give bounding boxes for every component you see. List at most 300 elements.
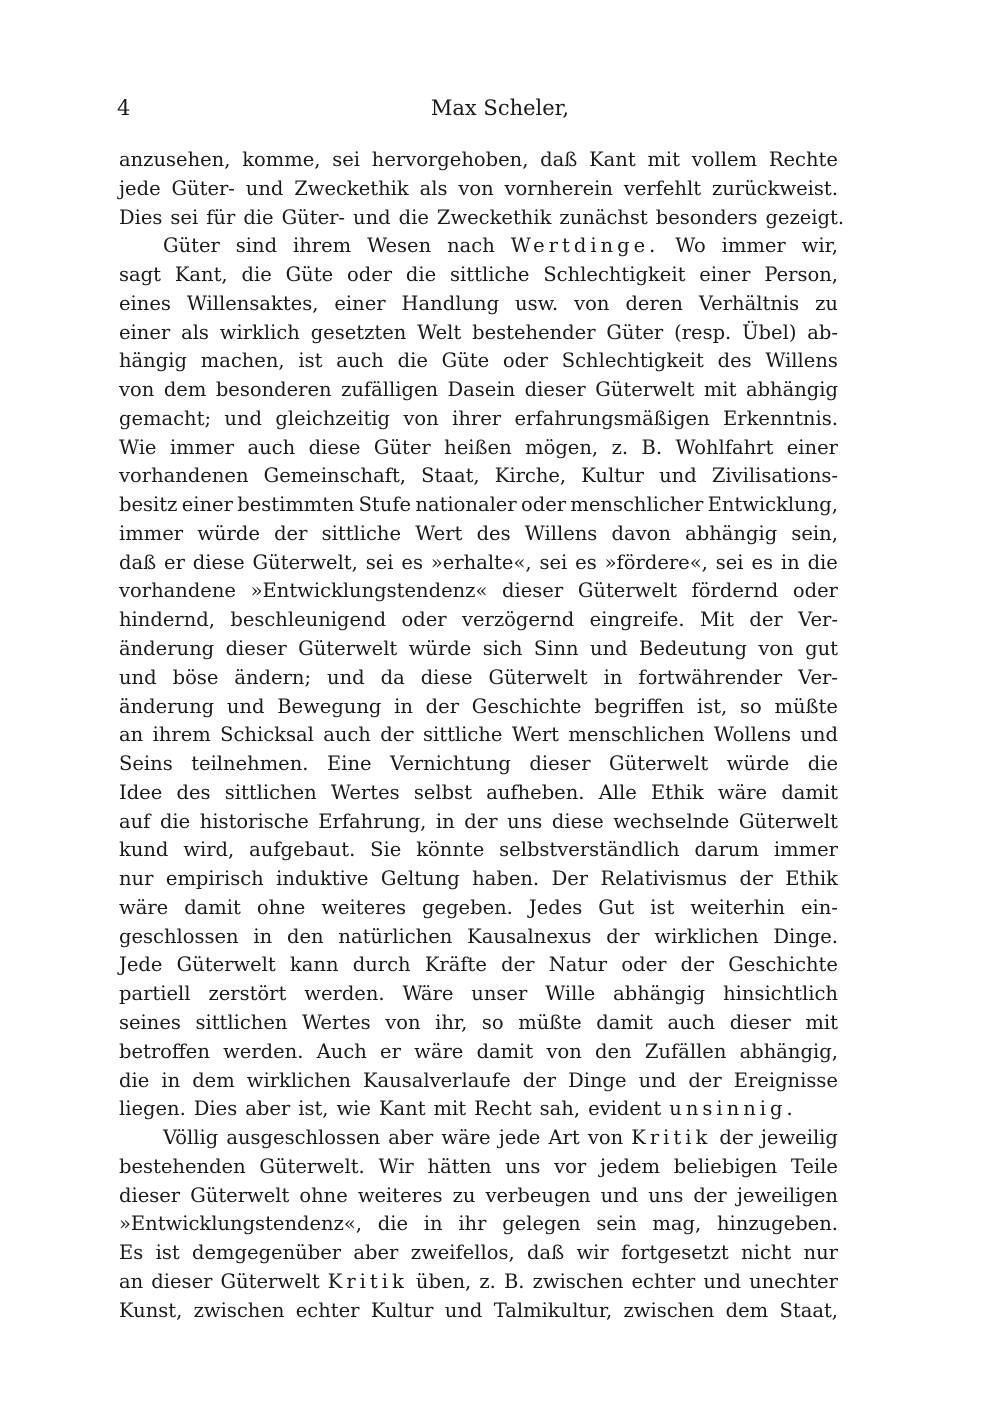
word: Gemeinschaft, [263,464,406,488]
word: echter [295,1298,360,1322]
word: Güterwelt [176,953,276,977]
word: kann [289,953,339,977]
word: in [423,1212,443,1236]
word: damit [596,1010,653,1034]
text-line [119,491,838,520]
word: dieser [524,378,586,402]
word: auch [667,1010,716,1034]
text-line [119,1095,838,1124]
text-line [119,577,838,606]
word: und [444,1298,483,1322]
word: Wertes [301,1010,371,1034]
word: oder [792,579,838,603]
word: zufälligen [341,378,439,402]
word: Ethik [785,867,838,891]
word: gezeigt. [765,205,845,229]
word: Bedeutung [639,637,747,661]
word: den [595,1039,632,1063]
word: es [401,550,423,574]
word: Wie [119,435,157,459]
word: Willens [524,521,598,545]
word: weiteres [321,895,407,919]
text-line [119,865,838,894]
word: diese [420,665,473,689]
word: oder [621,953,667,977]
word: dieser [502,579,564,603]
word: einer [786,435,838,459]
word: Kirche, [494,464,567,488]
word: jede [119,176,161,200]
word: Ver- [798,608,838,632]
word: sein, [791,521,838,545]
word: anzusehen, [119,148,231,171]
word: Güterwelt [595,378,695,402]
text-line [119,923,838,952]
word: abhängig [613,982,706,1006]
word: besitz [119,493,178,517]
word: wäre [119,895,169,919]
word: dieser [225,637,287,661]
text-line [119,980,838,1009]
word: sei [170,205,199,229]
word: machen, [200,349,285,373]
word: zu [452,1183,476,1207]
word: Stufe [358,493,412,517]
word: zwischen [193,1298,285,1322]
word: B. [641,435,663,459]
text-line [119,376,838,405]
word: mit [647,148,681,171]
word: dieser [119,1183,181,1207]
word: er [380,1039,401,1063]
word: den [287,924,324,948]
word: demgegenüber [192,1241,342,1265]
text-line [119,808,838,837]
word: hinzugeben. [716,1212,838,1236]
text-line [119,664,838,693]
word: eines [119,291,171,315]
word: echter [631,1269,696,1293]
word: nach [447,234,495,258]
text-line [119,951,838,980]
word: bestimmten [237,493,355,517]
word: uns [507,809,543,833]
word: vornherein [504,176,613,200]
word: sein [596,1212,637,1236]
page-number: 4 [117,96,131,120]
word: Kultur [370,1298,434,1322]
word: ändern; [234,665,312,689]
word: Kant [589,148,636,171]
word: Kräfte [424,953,487,977]
word: gleichzeitig [275,406,391,430]
word: vor [554,1154,587,1178]
word: sittliche [423,723,503,747]
word: des [717,349,752,373]
word: Güte [285,263,334,287]
word: »erhalte«, [430,550,532,574]
word: in [780,550,800,574]
word: zu [815,291,838,315]
word: Schlechtigkeit [561,349,704,373]
word: Idee [119,780,163,804]
word: mögen, [525,435,599,459]
text-line [119,405,838,434]
text-line [119,290,838,319]
text-line [119,462,838,491]
word: in [161,1068,181,1092]
word: oder [346,263,393,287]
word: mag, [652,1212,702,1236]
word: Kausalverlaufe [362,1068,511,1092]
word: Mit [699,608,734,632]
word: nationaler [415,493,517,517]
word: und [638,1068,677,1092]
word: besonders [655,205,758,229]
word: es [575,550,597,574]
word: als [419,176,448,200]
word: würde [408,637,472,661]
word: würde [726,752,790,776]
word: und [600,1183,639,1207]
word: auch [247,435,296,459]
word: teilnehmen. [191,752,309,776]
word: vollem [691,148,758,171]
word: Güterwelt [298,637,398,661]
word: könnte [416,838,485,862]
word: daß [119,550,157,574]
word: gesetzten [310,320,407,344]
word: ohne [299,1183,348,1207]
word: davon [611,521,671,545]
word: böse [172,665,219,689]
word: nur [803,1241,838,1265]
word: dieser [151,1269,213,1293]
text-line [119,1067,838,1096]
word: an [119,1269,144,1293]
word: der [693,1183,727,1207]
word: und [245,176,284,200]
word: immer [773,838,838,862]
word: und [353,205,391,229]
word: verbeugen [485,1183,591,1207]
word: Wert [415,521,463,545]
word: der [380,723,414,747]
word: Alle [598,780,637,804]
word: Wertdinge. [510,234,660,258]
word: daß [540,148,578,171]
text-line [119,1009,838,1038]
word: so [481,1010,504,1034]
word: Übel) [742,320,797,344]
word: eingreife. [589,608,685,632]
word: so [739,694,762,718]
word: Güterwelt [577,579,677,603]
word: fortwährender [638,665,783,689]
word: Jede [119,953,163,977]
word: vorhandene [119,579,236,603]
word: Wollens [713,723,791,747]
word: damit [476,1039,534,1063]
word: geschlossen [119,924,239,948]
word: liegen. [119,1097,186,1121]
word: von [458,176,494,200]
word: auch [336,349,384,373]
word: zwischen [623,1298,715,1322]
word: fördernd [691,579,779,603]
word: wirklichen [654,924,759,948]
word: immer [169,435,235,459]
word: Kritik [327,1269,408,1293]
word: Güterwelt [220,1269,320,1293]
word: Wäre [402,982,454,1006]
text-line [119,1297,838,1326]
text-line [119,836,838,865]
word: gegeben. [422,895,513,919]
word: Kant [378,1097,426,1121]
word: Zivilisations- [711,464,838,488]
word: einer [699,263,751,287]
word: von [546,1039,582,1063]
word: Kritik [631,1126,712,1150]
word: dem [725,1298,769,1322]
word: usw. [515,291,559,315]
word: einer [334,291,386,315]
word: »Entwicklungstendenz« [250,579,488,603]
word: sittlichen [195,1010,288,1034]
word: Bewegung [277,694,382,718]
word: Vernichtung [390,752,511,776]
word: die [241,263,272,287]
word: der [522,1068,557,1092]
text-line [119,1210,838,1239]
word: wäre [441,1126,491,1150]
word: die [807,550,838,574]
word: oder [520,493,567,517]
word: für [206,205,236,229]
word: evident [588,1097,662,1121]
word: wäre [414,1039,464,1063]
word: Entwicklung, [707,493,838,517]
word: Güterwelt [190,1183,290,1207]
word: dieser [729,1010,791,1034]
word: in [435,809,455,833]
word: haben. [472,867,540,891]
word: Handlung [401,291,500,315]
word: seines [119,1010,181,1034]
word: der [606,924,640,948]
text-line [119,434,838,463]
word: da [380,665,405,689]
word: Güterwelt [488,665,588,689]
word: betroffen [119,1039,210,1063]
word: der [501,953,535,977]
word: ist, [298,1097,329,1121]
word: partiell [119,982,191,1006]
word: oder [502,349,548,373]
word: induktive [276,867,369,891]
word: von [385,1010,421,1034]
word: damit [184,895,241,919]
word: nicht [741,1241,792,1265]
word: sind [235,234,278,258]
word: besonderen [215,378,332,402]
word: fortgesetzt [621,1241,729,1265]
word: und [226,694,265,718]
word: wir, [801,234,838,258]
word: menschlicher [570,493,704,517]
text-line [119,319,838,348]
word: »Entwicklungstendenz«, [119,1212,362,1236]
word: deren [625,291,683,315]
word: aber [388,1126,434,1150]
word: und [224,406,263,430]
word: Schicksal [220,723,314,747]
word: sei [715,550,744,574]
word: die [807,752,838,776]
word: immer [119,521,184,545]
word: der [749,608,783,632]
word: einer [119,320,171,344]
word: Ethik [651,780,704,804]
text-line [119,204,845,233]
word: historische [199,809,309,833]
word: bestehenden [119,1154,246,1178]
word: nur [119,867,154,891]
word: sah, [539,1097,581,1121]
word: Natur [548,953,608,977]
word: mit [433,1097,467,1121]
word: sittliche [321,521,402,545]
word: von [587,1126,624,1150]
word: Wo [675,234,706,258]
word: Dinge [568,1068,627,1092]
word: hätten [427,1154,492,1178]
word: Talmikultur, [493,1298,613,1322]
word: menschlichen [568,723,705,747]
word: begriffen [594,694,685,718]
word: selbstverständlich [499,838,680,862]
word: uns [505,1154,541,1178]
word: mit [805,1010,838,1034]
word: uns [648,1183,684,1207]
word: gelegen [502,1212,581,1236]
word: des [176,780,211,804]
word: Ver- [798,665,838,689]
word: die [119,1068,150,1092]
word: selbst [413,780,472,804]
word: aber [245,1097,291,1121]
text-line [119,750,838,779]
word: von [758,637,794,661]
word: Güte [441,349,490,373]
word: Erfahrung, [318,809,427,833]
word: würde [197,521,260,545]
word: Es [119,1241,144,1265]
word: zunächst [559,205,648,229]
word: gemacht; [119,406,212,430]
word: Kausalnexus [467,924,592,948]
word: Recht [474,1097,532,1121]
word: hervorgehoben, [371,148,529,171]
word: unechter [749,1269,838,1293]
word: der [680,953,715,977]
word: Person, [764,263,838,287]
word: Wert [511,723,559,747]
word: die [398,205,429,229]
word: sei [365,550,394,574]
word: Sinn [533,637,579,661]
word: Jedes [528,895,583,919]
word: dem [163,378,207,402]
word: sittliche [450,263,530,287]
word: in [394,694,413,718]
word: der [719,1126,753,1150]
word: der [464,809,498,833]
word: hinsichtlich [723,982,838,1006]
word: auch [323,723,371,747]
word: Zweckethik [436,205,552,229]
word: Dies [193,1097,238,1121]
text-line [119,779,838,808]
word: unsinnig. [669,1097,797,1121]
text-line [119,520,838,549]
word: Wohlfahrt [675,435,774,459]
word: ist [155,1241,180,1265]
word: Seins [119,752,173,776]
word: Dasein [447,378,516,402]
word: die [405,263,437,287]
word: immer [721,234,786,258]
word: jede [498,1126,541,1150]
word: gut [805,637,838,661]
word: Auch [316,1039,367,1063]
word: B. [503,1269,525,1293]
word: Rechte [768,148,838,171]
word: in [253,924,273,948]
word: bestehender [472,320,596,344]
word: Zufällen [644,1039,727,1063]
word: als [181,320,209,344]
word: es [751,550,773,574]
word: wäre [717,780,768,804]
word: dieser [529,752,591,776]
word: wie [336,1097,371,1121]
word: des [476,521,511,545]
word: Sie [370,838,402,862]
word: von [119,378,155,402]
word: damit [781,780,838,804]
text-line [119,1239,838,1268]
word: die [377,1212,409,1236]
word: Dinge. [773,924,838,948]
word: Wesen [367,234,432,258]
word: wird, [183,838,235,862]
word: und [590,637,628,661]
word: verfehlt [623,176,702,200]
word: ihr [458,1212,487,1236]
word: ist [298,349,323,373]
word: zerstört [208,982,287,1006]
word: durch [352,953,411,977]
word: mit [703,378,737,402]
word: z. [479,1269,496,1293]
word: Güter- [281,205,346,229]
word: hängig [119,349,187,373]
word: Völlig [163,1126,219,1150]
word: Ereignisse [733,1068,838,1092]
word: Staat, [421,464,480,488]
